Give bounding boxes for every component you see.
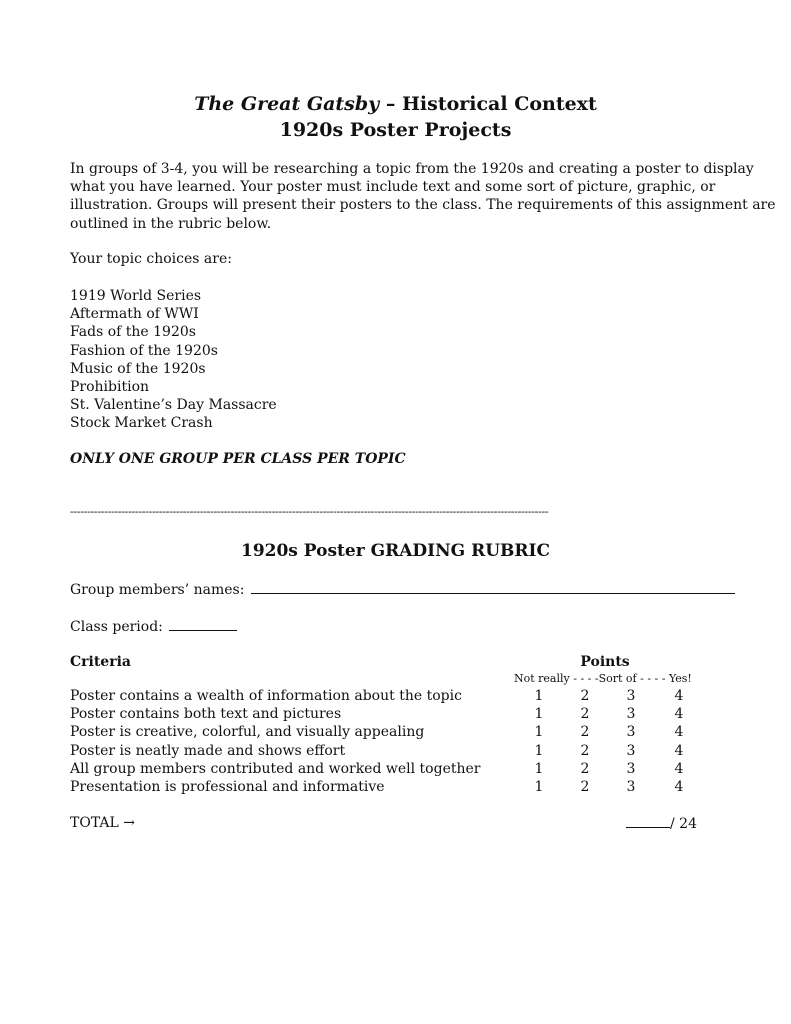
point-option: 3 [626,778,636,795]
criterion-text: Poster is creative, colorful, and visually appealing [70,724,425,741]
point-option: 4 [674,724,684,741]
point-option: 1 [534,778,544,795]
topic-item: Prohibition [70,379,150,396]
topic-list [70,287,277,433]
point-option: 2 [580,742,590,759]
point-option: 3 [626,742,636,759]
point-option: 2 [580,706,590,723]
rubric-row [70,742,710,760]
topic-item: Fads of the 1920s [70,324,196,341]
point-option: 2 [580,724,590,741]
point-option: 4 [674,688,684,704]
title-suffix: – Historical Context [379,93,597,115]
topic-choices-label: Your topic choices are: [70,251,232,267]
rubric-row [70,778,710,796]
rubric-table [70,687,710,796]
intro-line: outlined in the rubric below. [70,215,272,232]
topic-item: Music of the 1920s [70,360,206,377]
rubric-row [70,705,710,723]
book-title: The Great Gatsby [194,93,380,115]
intro-paragraph [70,160,776,233]
total-label: TOTAL [70,815,119,831]
point-option: 1 [534,742,544,759]
rubric-row [70,723,710,741]
topic-item: Fashion of the 1920s [70,342,218,359]
intro-line: illustration. Groups will present their posters to the class. The requirements of this assignment are [70,197,776,214]
point-option: 3 [626,724,636,741]
point-option: 2 [580,760,590,777]
class-period-blank [169,618,237,631]
total-score-blank [626,815,670,828]
criterion-text: Poster contains a wealth of information about the topic [70,688,462,704]
point-option: 2 [580,688,590,704]
point-option: 3 [626,706,636,723]
group-members-label: Group members’ names: [70,582,245,598]
group-members-blank [251,581,735,594]
cut-line-divider: -------------------------------------------------------------------------------------------------------------------------------------------- [70,505,549,518]
total-label-group [70,815,135,831]
intro-line: what you have learned. Your poster must include text and some sort of picture, graphic, or [70,179,716,196]
rubric-row [70,760,710,778]
point-option: 4 [674,742,684,759]
topic-item: Stock Market Crash [70,415,213,432]
class-period-label: Class period: [70,619,163,635]
rubric-row [70,687,710,705]
page-subtitle: 1920s Poster Projects [279,119,512,141]
rubric-title: 1920s Poster GRADING RUBRIC [240,541,551,561]
criterion-text: All group members contributed and worked well together [70,760,481,777]
criterion-text: Presentation is professional and informative [70,778,385,795]
point-option: 2 [580,778,590,795]
page-title [0,93,791,115]
topic-item: 1919 World Series [70,288,202,304]
topic-item: Aftermath of WWI [70,306,199,323]
point-option: 1 [534,760,544,777]
group-members-field [70,581,735,598]
point-option: 3 [626,688,636,704]
point-option: 1 [534,688,544,704]
point-option: 1 [534,724,544,741]
class-period-field [70,618,237,635]
total-out-of: / 24 [670,816,697,832]
point-option: 4 [674,760,684,777]
criterion-text: Poster contains both text and pictures [70,706,342,723]
topic-item: St. Valentine’s Day Massacre [70,397,277,414]
point-option: 4 [674,778,684,795]
criteria-header: Criteria [70,654,131,670]
topic-rule-note: ONLY ONE GROUP PER CLASS PER TOPIC [70,451,406,467]
total-score [626,815,697,832]
right-arrow-icon: → [123,815,135,831]
intro-line: In groups of 3-4, you will be researching a topic from the 1920s and creating a poster to display [70,161,754,177]
point-option: 3 [626,760,636,777]
point-option: 1 [534,706,544,723]
points-header: Points [580,654,630,670]
points-scale: Not really - - - -Sort of - - - - Yes! [514,672,692,685]
criterion-text: Poster is neatly made and shows effort [70,742,346,759]
point-option: 4 [674,706,684,723]
